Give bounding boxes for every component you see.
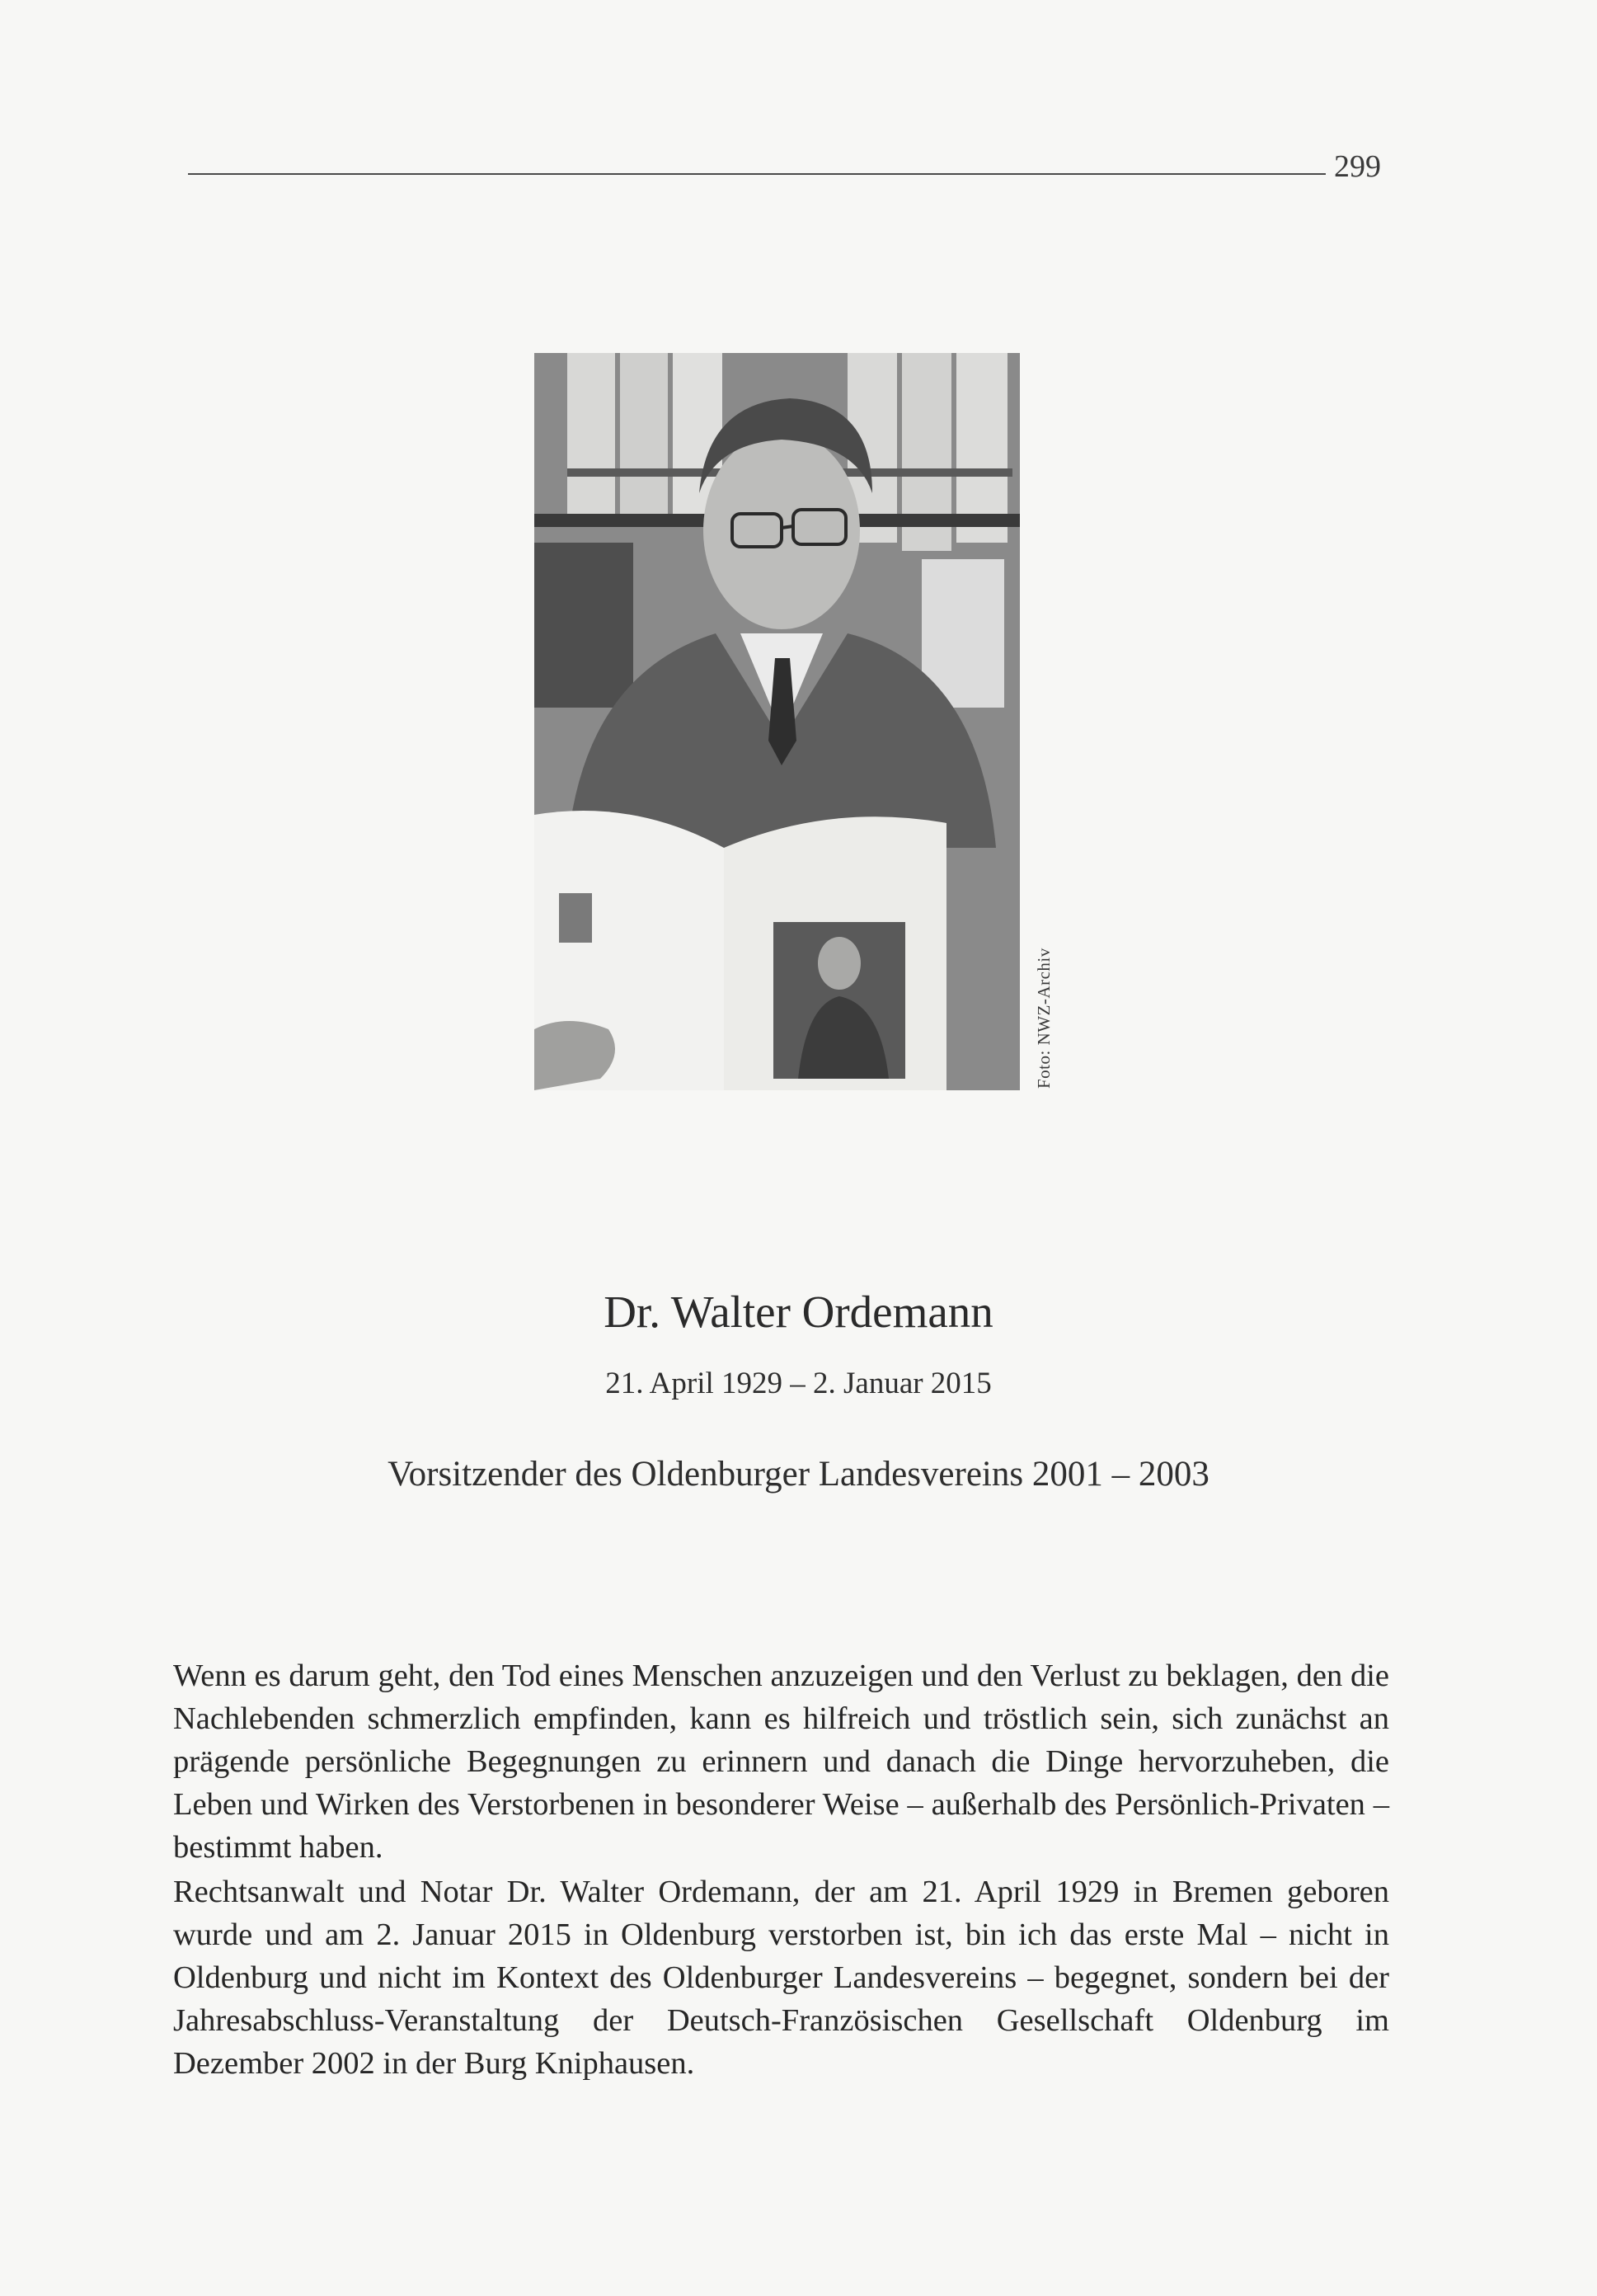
photo-credit: Foto: NWZ-Archiv — [1034, 948, 1054, 1089]
header-rule — [188, 173, 1326, 175]
person-name: Dr. Walter Ordemann — [604, 1287, 993, 1337]
body-paragraph: Wenn es darum geht, den Tod eines Menschen anzuzeigen und den Verlust zu beklagen, den die Nachlebenden schmerzlich empfinden, kann es hilfreich und tröstlich sein, sich zunächst an prägende persönliche Begegnungen zu erinnern und danach die Dinge hervorzuheben, die Leben und Wirken des Verstorbenen in besonderer Weise – außerhalb des Persönlich-Privaten – bestimmt haben. — [173, 1658, 1389, 1865]
page-number: 299 — [1334, 149, 1381, 184]
position-title: Vorsitzender des Oldenburger Landesvereins 2001 – 2003 — [388, 1455, 1209, 1494]
life-dates: 21. April 1929 – 2. Januar 2015 — [605, 1367, 992, 1400]
body-paragraph: Rechtsanwalt und Notar Dr. Walter Ordemann, der am 21. April 1929 in Bremen geboren wurde und am 2. Januar 2015 in Oldenburg verstorben ist, bin ich das erste Mal – nicht in Oldenburg und nicht im Kontext des Oldenburger Landesvereins – begegnet, sondern bei der Jahresabschluss-Veranstaltung der Deutsch-Französischen Gesellschaft Oldenburg im Dezember 2002 in der Burg Kniphausen. — [173, 1875, 1389, 2081]
portrait-photo — [534, 353, 1020, 1090]
portrait-illustration — [534, 353, 1020, 1090]
